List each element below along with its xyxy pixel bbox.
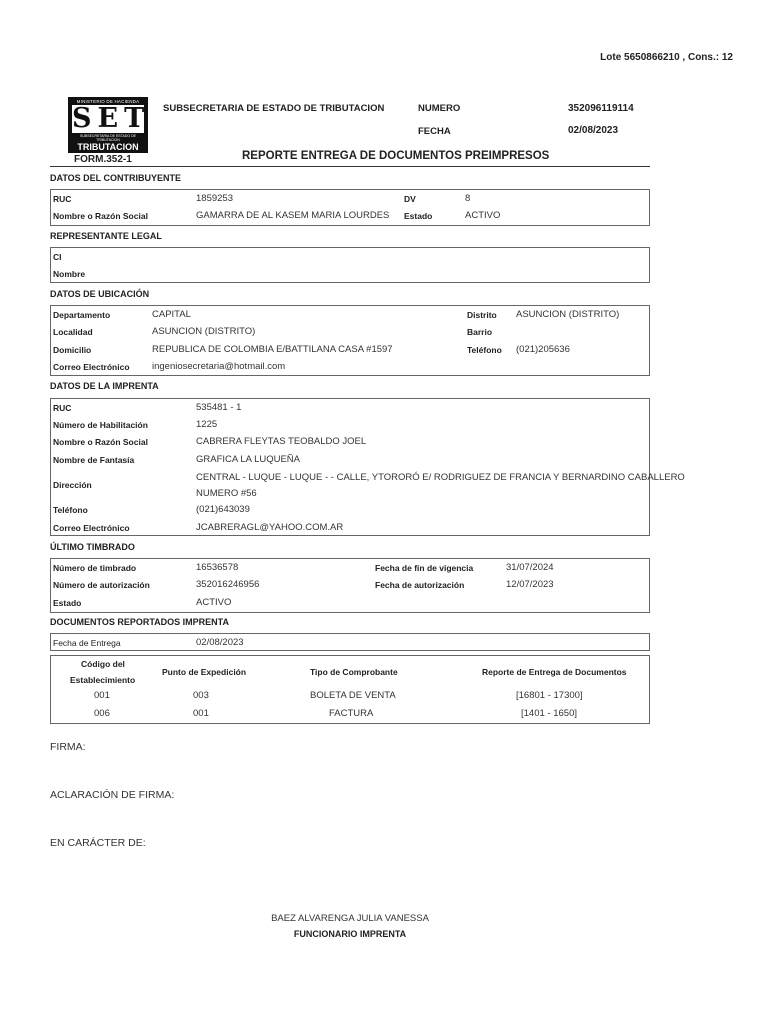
logo-sub-text: SUBSECRETARIA DE ESTADO DE TRIBUTACION bbox=[80, 134, 136, 142]
fecha-label: FECHA bbox=[418, 126, 451, 137]
ubic-localidad-value: ASUNCION (DISTRITO) bbox=[152, 326, 256, 337]
impr-habilitacion-value: 1225 bbox=[196, 419, 218, 430]
timb-numero-label: Número de timbrado bbox=[53, 563, 137, 573]
section-ubicacion: DATOS DE UBICACIÓN bbox=[50, 289, 150, 299]
impr-telefono-label: Teléfono bbox=[53, 505, 88, 515]
timb-estado-label: Estado bbox=[53, 598, 82, 608]
representante-box bbox=[50, 247, 650, 283]
col-reporte-entrega: Reporte de Entrega de Documentos bbox=[482, 667, 627, 677]
impr-direccion-label: Dirección bbox=[53, 480, 92, 490]
contrib-ruc-value: 1859253 bbox=[196, 193, 233, 204]
ubic-telefono-value: (021)205636 bbox=[516, 344, 570, 355]
row-establecimiento: 006 bbox=[94, 708, 110, 719]
form-code: FORM.352-1 bbox=[74, 154, 132, 165]
impr-nombre-value: CABRERA FLEYTAS TEOBALDO JOEL bbox=[196, 436, 367, 447]
impr-fantasia-value: GRAFICA LA LUQUEÑA bbox=[196, 454, 301, 465]
numero-label: NUMERO bbox=[418, 103, 461, 114]
doc-fecha-label: Fecha de Entrega bbox=[53, 638, 121, 648]
logo-top-text: MINISTERIO DE HACIENDA bbox=[76, 99, 140, 104]
firma-label: FIRMA: bbox=[50, 741, 86, 753]
ubic-correo-value: ingeniosecretaria@hotmail.com bbox=[152, 361, 286, 372]
funcionario-role: FUNCIONARIO IMPRENTA bbox=[293, 929, 407, 939]
ubic-depto-label: Departamento bbox=[53, 310, 111, 320]
row-tipo: BOLETA DE VENTA bbox=[310, 690, 396, 701]
numero-value: 352096119114 bbox=[568, 103, 634, 114]
logo-bottom-text: TRIBUTACION bbox=[77, 142, 139, 152]
timb-fin-value: 31/07/2024 bbox=[506, 562, 554, 573]
rep-nombre-label: Nombre bbox=[53, 269, 86, 279]
row-rango: [1401 - 1650] bbox=[521, 708, 577, 719]
timb-fin-label: Fecha de fin de vigencia bbox=[375, 563, 474, 573]
ubic-telefono-label: Teléfono bbox=[467, 345, 502, 355]
contrib-nombre-label: Nombre o Razón Social bbox=[53, 211, 148, 221]
row-establecimiento: 001 bbox=[94, 690, 110, 701]
rep-ci-label: CI bbox=[53, 252, 62, 262]
ubic-correo-label: Correo Electrónico bbox=[53, 362, 130, 372]
col-tipo-comprobante: Tipo de Comprobante bbox=[310, 667, 398, 677]
aclaracion-label: ACLARACIÓN DE FIRMA: bbox=[50, 789, 175, 801]
ubic-barrio-label: Barrio bbox=[467, 327, 493, 337]
impr-correo-label: Correo Electrónico bbox=[53, 523, 130, 533]
contrib-estado-value: ACTIVO bbox=[465, 210, 501, 221]
row-punto: 001 bbox=[193, 708, 209, 719]
section-contribuyente: DATOS DEL CONTRIBUYENTE bbox=[50, 173, 182, 183]
doc-fecha-value: 02/08/2023 bbox=[196, 637, 244, 648]
org-name: SUBSECRETARIA DE ESTADO DE TRIBUTACION bbox=[163, 103, 385, 114]
caracter-label: EN CARÁCTER DE: bbox=[50, 837, 146, 849]
impr-telefono-value: (021)643039 bbox=[196, 504, 250, 515]
fecha-entrega-box bbox=[50, 633, 650, 651]
contrib-nombre-value: GAMARRA DE AL KASEM MARIA LOURDES bbox=[196, 210, 390, 221]
row-tipo: FACTURA bbox=[329, 708, 374, 719]
funcionario-name: BAEZ ALVARENGA JULIA VANESSA bbox=[271, 913, 429, 924]
ubic-domicilio-label: Domicilio bbox=[53, 345, 92, 355]
ubic-domicilio-value: REPUBLICA DE COLOMBIA E/BATTILANA CASA #1597 bbox=[152, 344, 393, 355]
section-documentos: DOCUMENTOS REPORTADOS IMPRENTA bbox=[50, 617, 230, 627]
section-representante: REPRESENTANTE LEGAL bbox=[50, 231, 162, 241]
contrib-dv-label: DV bbox=[404, 194, 416, 204]
contrib-ruc-label: RUC bbox=[53, 194, 72, 204]
section-timbrado: ÚLTIMO TIMBRADO bbox=[50, 542, 135, 552]
ubic-distrito-label: Distrito bbox=[467, 310, 497, 320]
impr-ruc-value: 535481 - 1 bbox=[196, 402, 242, 413]
contrib-estado-label: Estado bbox=[404, 211, 433, 221]
set-logo bbox=[68, 97, 151, 153]
col-punto-expedicion: Punto de Expedición bbox=[162, 667, 247, 677]
logo-letters: SET bbox=[72, 103, 151, 134]
timb-fecha-aut-value: 12/07/2023 bbox=[506, 579, 554, 590]
document-title: REPORTE ENTREGA DE DOCUMENTOS PREIMPRESOS bbox=[242, 150, 550, 162]
timb-autorizacion-label: Número de autorización bbox=[53, 580, 150, 590]
row-punto: 003 bbox=[193, 690, 209, 701]
fecha-value: 02/08/2023 bbox=[568, 125, 619, 136]
timb-fecha-aut-label: Fecha de autorización bbox=[375, 580, 465, 590]
impr-direccion-line1: CENTRAL - LUQUE - LUQUE - - CALLE, YTORORÓ E/ RODRIGUEZ DE FRANCIA Y BERNARDINO CABALLERO bbox=[196, 472, 685, 483]
ubic-depto-value: CAPITAL bbox=[152, 309, 191, 320]
timb-numero-value: 16536578 bbox=[196, 562, 239, 573]
row-rango: [16801 - 17300] bbox=[516, 690, 583, 701]
col-establecimiento-line2: Establecimiento bbox=[70, 675, 136, 685]
lote-reference: Lote 5650866210 , Cons.: 12 bbox=[600, 52, 733, 63]
timb-estado-value: ACTIVO bbox=[196, 597, 232, 608]
impr-ruc-label: RUC bbox=[53, 403, 72, 413]
impr-direccion-line2: NUMERO #56 bbox=[196, 488, 257, 499]
impr-habilitacion-label: Número de Habilitación bbox=[53, 420, 148, 430]
timb-autorizacion-value: 352016246956 bbox=[196, 579, 260, 590]
col-establecimiento-line1: Código del bbox=[81, 659, 125, 669]
impr-nombre-label: Nombre o Razón Social bbox=[53, 437, 148, 447]
impr-fantasia-label: Nombre de Fantasía bbox=[53, 455, 135, 465]
imprenta-box bbox=[50, 398, 650, 536]
ubic-localidad-label: Localidad bbox=[53, 327, 93, 337]
section-imprenta: DATOS DE LA IMPRENTA bbox=[50, 381, 159, 391]
contrib-dv-value: 8 bbox=[465, 193, 471, 204]
title-divider bbox=[50, 166, 650, 167]
impr-correo-value: JCABRERAGL@YAHOO.COM.AR bbox=[196, 522, 344, 533]
ubic-distrito-value: ASUNCION (DISTRITO) bbox=[516, 309, 620, 320]
